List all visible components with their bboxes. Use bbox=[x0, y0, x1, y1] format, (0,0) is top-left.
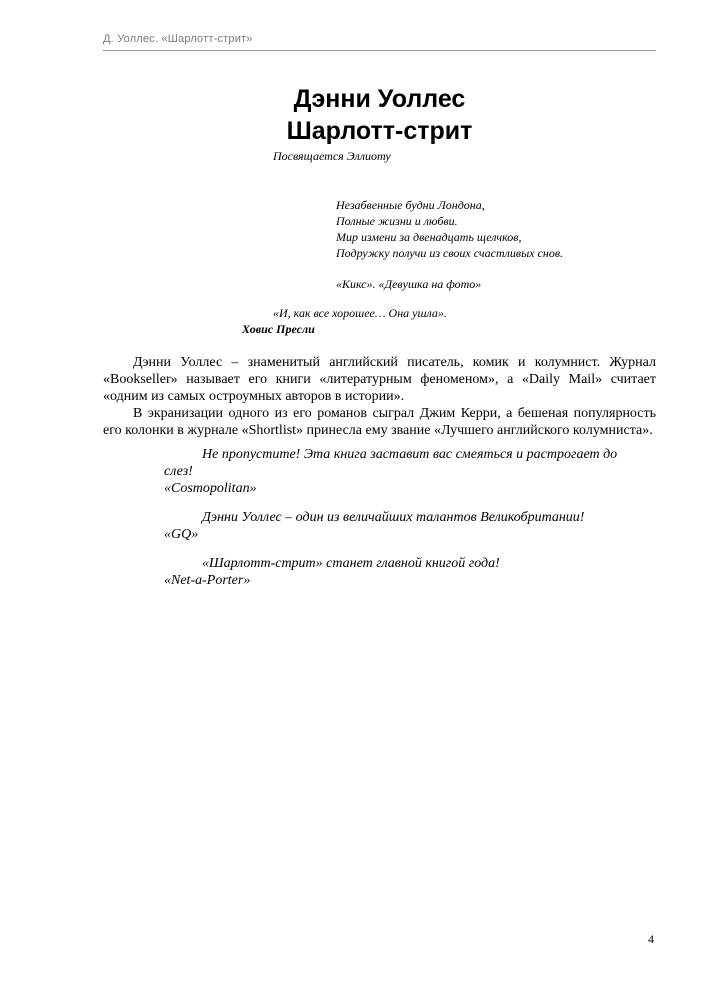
epigraph-line: Мир измени за двенадцать щелчков, bbox=[336, 230, 522, 244]
epigraph-line: Полные жизни и любви. bbox=[336, 214, 458, 228]
body-paragraph: Дэнни Уоллес – знаменитый английский писатель, комик и колумнист. Журнал «Bookseller» называет его книги «литературным феноменом», а «Daily Mail» считает «одним из самых остроумных авторов в истории». bbox=[103, 355, 656, 404]
blurb-text: Не пропустите! Эта книга заставит вас смеяться и растрогает до bbox=[202, 447, 618, 462]
quote-text: «И, как все хорошее… Она ушла». bbox=[273, 306, 447, 320]
blurb-text: слез! bbox=[164, 464, 193, 479]
body-paragraph: В экранизации одного из его романов сыграл Джим Керри, а бешеная популярность его колонки в журнале «Shortlist» принесла ему звание «Лучшего английского колумниста». bbox=[103, 406, 656, 438]
epigraph-source: «Кикс». «Девушка на фото» bbox=[336, 277, 482, 291]
header-rule bbox=[103, 50, 656, 51]
title-book: Шарлотт-стрит bbox=[286, 117, 473, 145]
quote-author: Ховис Пресли bbox=[242, 322, 315, 336]
blurb-source: «GQ» bbox=[164, 527, 199, 542]
epigraph-line: Незабвенные будни Лондона, bbox=[336, 198, 485, 212]
blurb-source: «Net-a-Porter» bbox=[164, 573, 251, 588]
blurb-text: Дэнни Уоллес – один из величайших талантов Великобритании! bbox=[202, 510, 585, 525]
page-number: 4 bbox=[648, 932, 654, 946]
running-head: Д. Уоллес. «Шарлотт-стрит» bbox=[103, 33, 253, 45]
title-author: Дэнни Уоллес bbox=[293, 85, 466, 113]
blurb-source: «Cosmopolitan» bbox=[164, 481, 257, 496]
blurb-text: «Шарлотт-стрит» станет главной книгой года! bbox=[202, 556, 500, 571]
epigraph-line: Подружку получи из своих счастливых снов. bbox=[336, 246, 564, 260]
dedication: Посвящается Эллиоту bbox=[273, 149, 391, 163]
